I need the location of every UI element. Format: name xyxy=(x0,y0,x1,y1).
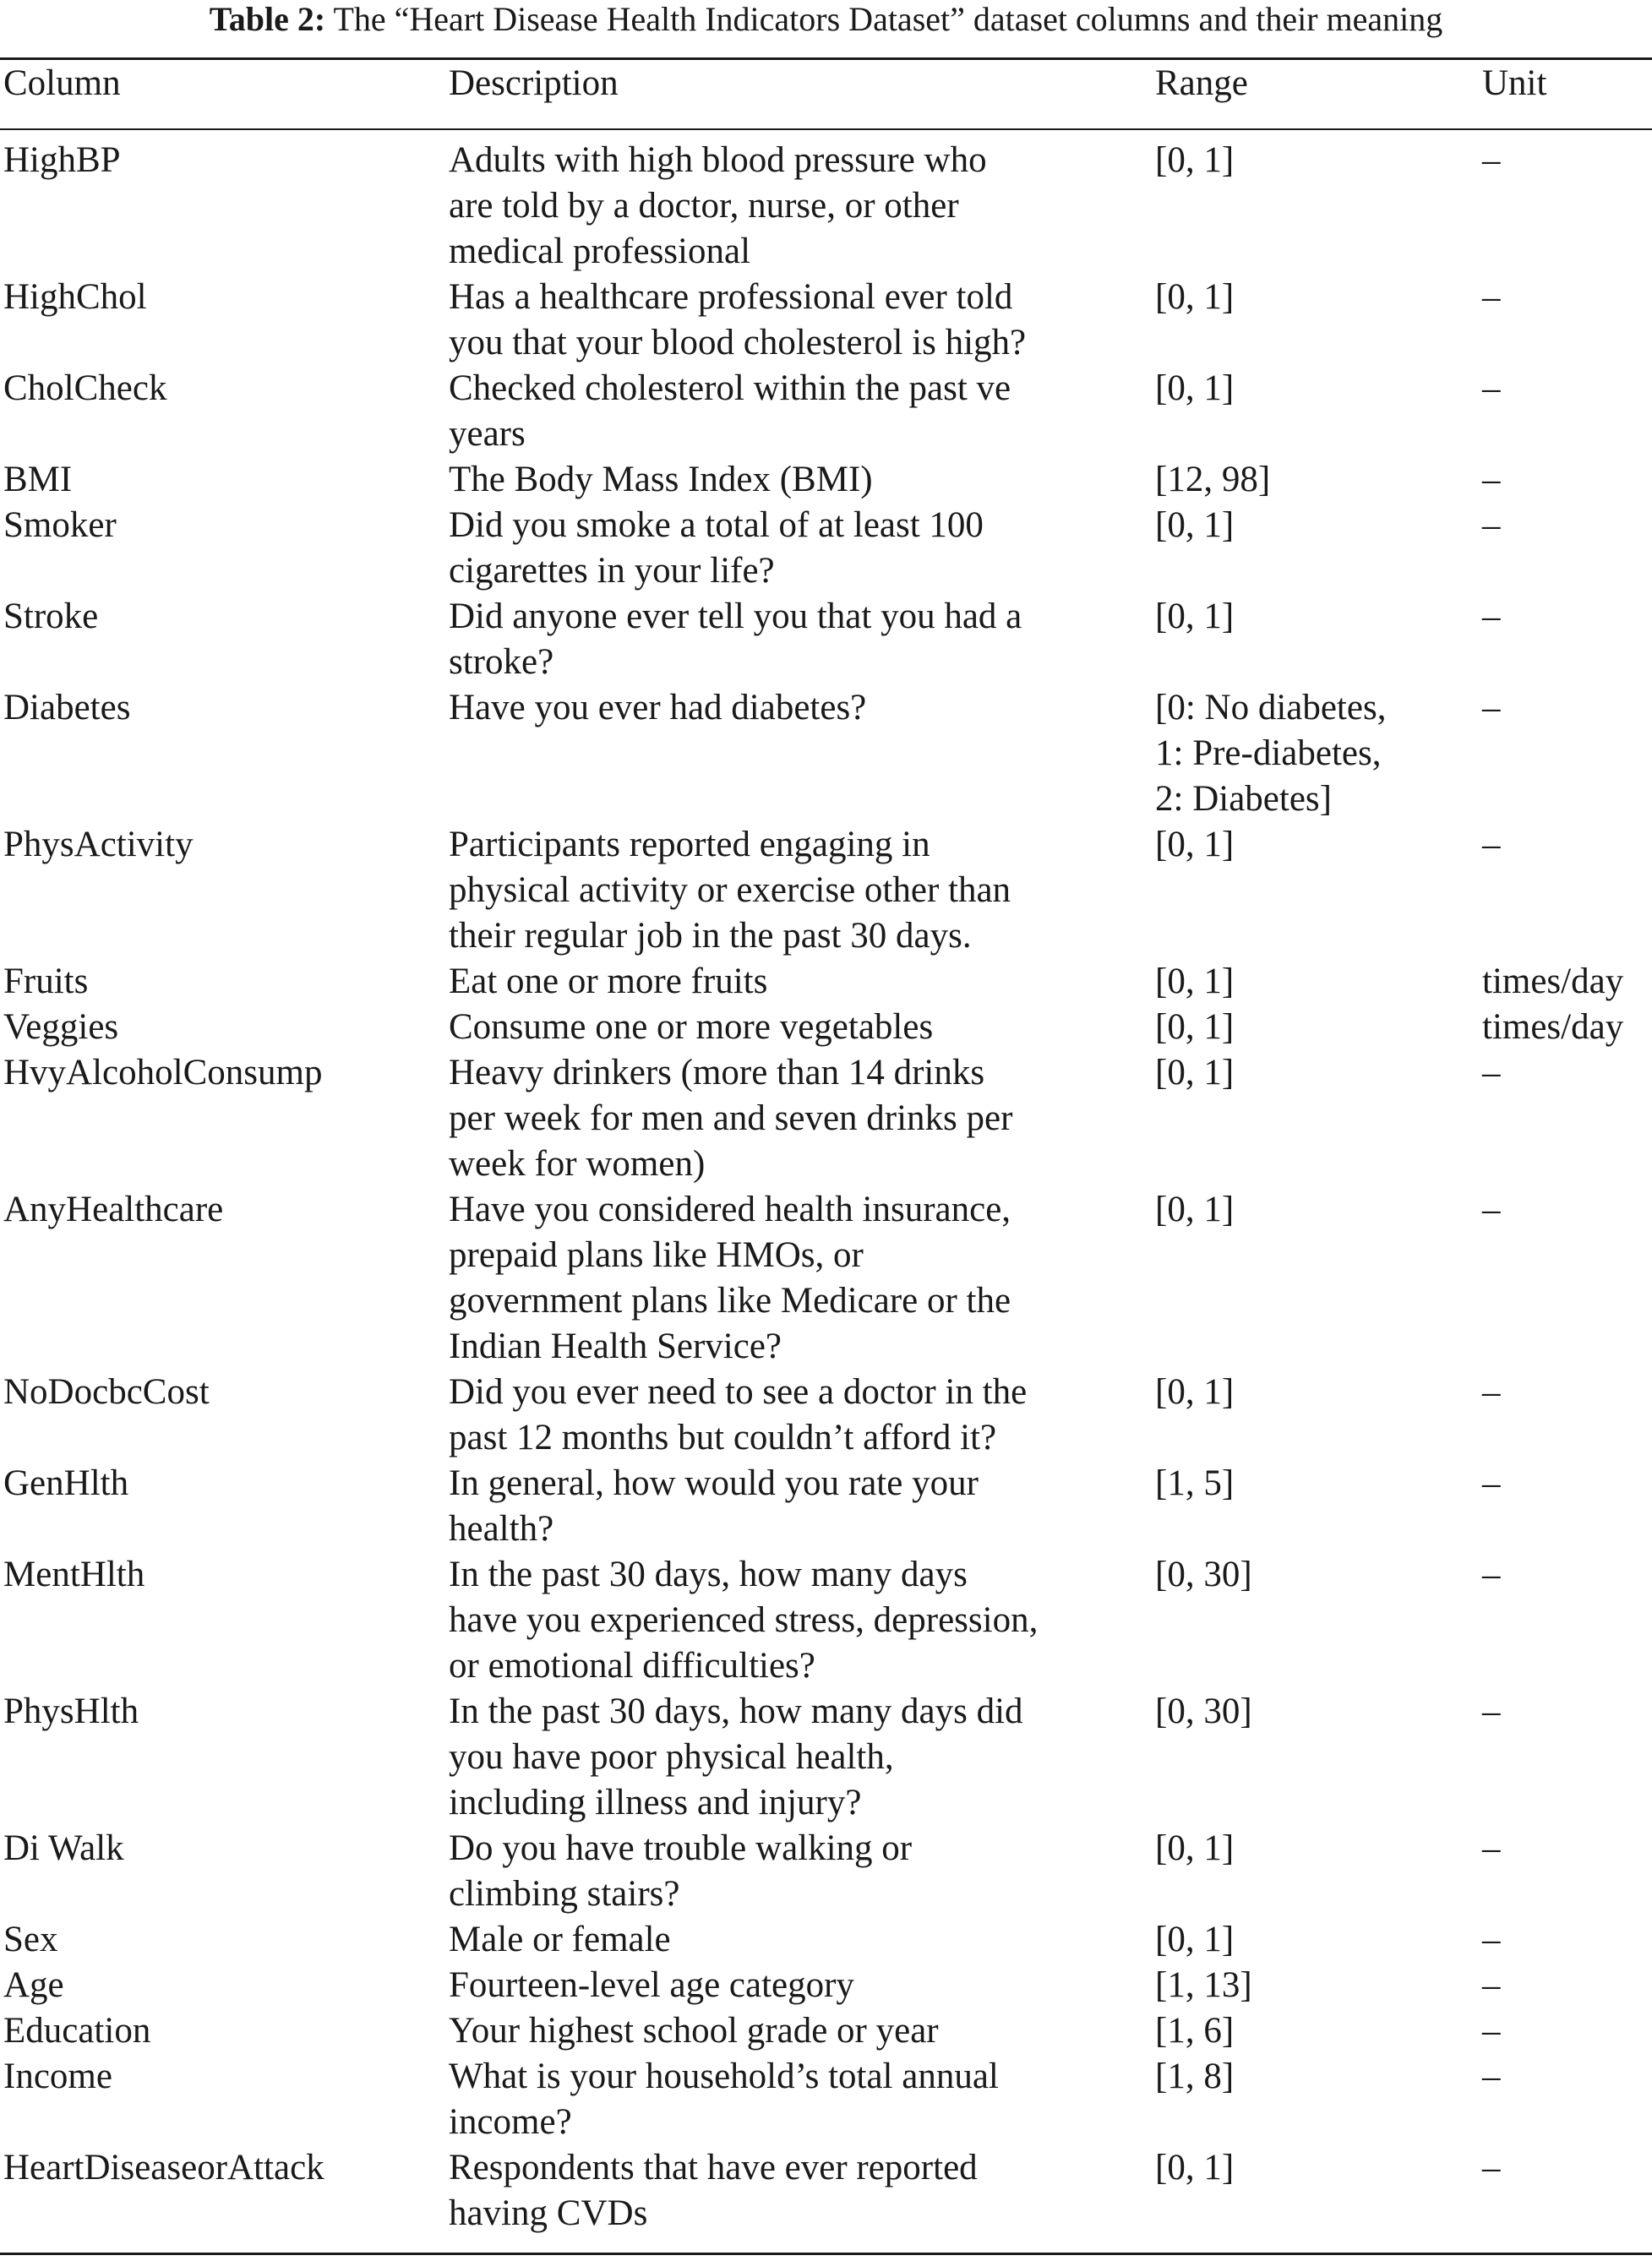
cell-unit: – xyxy=(1482,505,1501,545)
cell-description: Adults with high blood pressure who are told by a doctor, nurse, or other medical professional xyxy=(449,140,987,271)
cell-column: HvyAlcoholConsump xyxy=(3,1053,323,1092)
cell-column: Smoker xyxy=(3,505,117,545)
cell-column: MentHlth xyxy=(3,1555,145,1594)
cell-description: Have you ever had diabetes? xyxy=(449,688,867,727)
cell-unit: times/day xyxy=(1482,1007,1624,1047)
cell-unit: – xyxy=(1482,1053,1501,1092)
cell-range: [0, 1] xyxy=(1155,597,1235,636)
cell-unit: – xyxy=(1482,1692,1501,1731)
cell-description: Did anyone ever tell you that you had a stroke? xyxy=(449,597,1022,682)
cell-range: [1, 6] xyxy=(1155,2011,1235,2051)
table-row xyxy=(0,1050,1652,1187)
cell-description: Has a healthcare professional ever told you that your blood cholesterol is high? xyxy=(449,277,1027,362)
table-header xyxy=(0,61,1652,106)
top-rule xyxy=(0,57,1652,60)
cell-column: HighChol xyxy=(3,277,147,317)
table-row xyxy=(0,2054,1652,2145)
cell-unit: – xyxy=(1482,1372,1501,1412)
cell-description: Did you smoke a total of at least 100 cigarettes in your life? xyxy=(449,505,984,591)
table-row xyxy=(0,457,1652,503)
header-range: Range xyxy=(1155,63,1248,103)
table-body xyxy=(0,138,1652,2236)
cell-range: [0, 1] xyxy=(1155,2148,1235,2187)
cell-unit: times/day xyxy=(1482,962,1624,1001)
cell-unit: – xyxy=(1482,368,1501,408)
cell-column: Veggies xyxy=(3,1007,119,1047)
table-row xyxy=(0,822,1652,959)
table-row xyxy=(0,1370,1652,1461)
cell-range: [0, 30] xyxy=(1155,1692,1252,1731)
cell-range: [0, 1] xyxy=(1155,825,1235,864)
cell-description: The Body Mass Index (BMI) xyxy=(449,460,873,499)
cell-unit: – xyxy=(1482,1920,1501,1959)
cell-column: Sex xyxy=(3,1920,58,1959)
cell-column: Stroke xyxy=(3,597,99,636)
cell-unit: – xyxy=(1482,2011,1501,2051)
cell-description: In the past 30 days, how many days did you have poor physical health, including illness and injury? xyxy=(449,1692,1023,1822)
header-description: Description xyxy=(449,63,619,103)
cell-unit: – xyxy=(1482,140,1501,180)
cell-description: Respondents that have ever reported having CVDs xyxy=(449,2148,978,2233)
cell-description: Consume one or more vegetables xyxy=(449,1007,934,1047)
cell-column: Fruits xyxy=(3,962,89,1001)
cell-range: [0, 30] xyxy=(1155,1555,1252,1594)
cell-unit: – xyxy=(1482,688,1501,727)
table-caption xyxy=(0,0,1652,39)
cell-column: Age xyxy=(3,1965,64,2005)
table-row xyxy=(0,366,1652,457)
cell-description: Did you ever need to see a doctor in the past 12 months but couldn’t afford it? xyxy=(449,1372,1028,1457)
cell-description: Do you have trouble walking or climbing stairs? xyxy=(449,1828,913,1914)
cell-range: [0, 1] xyxy=(1155,1372,1235,1412)
table-row xyxy=(0,1917,1652,1963)
table-row xyxy=(0,1826,1652,1917)
cell-range: [12, 98] xyxy=(1155,460,1271,499)
cell-column: Di Walk xyxy=(3,1828,124,1868)
cell-description: Have you considered health insurance, prepaid plans like HMOs, or government plans like Medicare or the Indian Health Service? xyxy=(449,1190,1011,1366)
cell-range: [0, 1] xyxy=(1155,962,1235,1001)
cell-range: [0, 1] xyxy=(1155,505,1235,545)
cell-range: [0, 1] xyxy=(1155,368,1235,408)
cell-column: PhysHlth xyxy=(3,1692,139,1731)
cell-column: Income xyxy=(3,2057,112,2096)
table-row xyxy=(0,2008,1652,2054)
cell-column: NoDocbcCost xyxy=(3,1372,210,1412)
cell-column: Education xyxy=(3,2011,151,2051)
cell-unit: – xyxy=(1482,825,1501,864)
header-rule xyxy=(0,128,1652,130)
cell-description: Your highest school grade or year xyxy=(449,2011,939,2051)
cell-range: [0, 1] xyxy=(1155,1053,1235,1092)
cell-description: In general, how would you rate your health? xyxy=(449,1463,979,1549)
cell-range: [1, 5] xyxy=(1155,1463,1235,1503)
cell-column: PhysActivity xyxy=(3,825,194,864)
cell-column: Diabetes xyxy=(3,688,131,727)
cell-unit: – xyxy=(1482,1965,1501,2005)
table-row xyxy=(0,1552,1652,1689)
cell-range: [1, 8] xyxy=(1155,2057,1235,2096)
cell-unit: – xyxy=(1482,1555,1501,1594)
cell-description: In the past 30 days, how many days have you experienced stress, depression, or emotional difficulties? xyxy=(449,1555,1039,1686)
table-row xyxy=(0,959,1652,1005)
cell-column: AnyHealthcare xyxy=(3,1190,224,1229)
cell-range: [0: No diabetes, 1: Pre-diabetes, 2: Diabetes] xyxy=(1155,688,1387,819)
cell-unit: – xyxy=(1482,1190,1501,1229)
table-row xyxy=(0,1689,1652,1826)
cell-range: [0, 1] xyxy=(1155,277,1235,317)
cell-unit: – xyxy=(1482,2057,1501,2096)
cell-unit: – xyxy=(1482,277,1501,317)
cell-column: BMI xyxy=(3,460,73,499)
table-row xyxy=(0,138,1652,275)
table-row xyxy=(0,1461,1652,1552)
cell-description: Fourteen-level age category xyxy=(449,1965,854,2005)
cell-range: [0, 1] xyxy=(1155,140,1235,180)
cell-description: Checked cholesterol within the past ve years xyxy=(449,368,1011,454)
cell-unit: – xyxy=(1482,1828,1501,1868)
cell-unit: – xyxy=(1482,597,1501,636)
cell-unit: – xyxy=(1482,2148,1501,2187)
header-column: Column xyxy=(3,63,121,103)
cell-range: [0, 1] xyxy=(1155,1828,1235,1868)
table-row xyxy=(0,1005,1652,1050)
cell-description: Eat one or more fruits xyxy=(449,962,768,1001)
cell-column: CholCheck xyxy=(3,368,167,408)
cell-column: HighBP xyxy=(3,140,121,180)
cell-range: [0, 1] xyxy=(1155,1920,1235,1959)
bottom-rule xyxy=(0,2253,1652,2255)
caption-text: The “Heart Disease Health Indicators Dataset” dataset columns and their meaning xyxy=(333,0,1443,38)
cell-column: HeartDiseaseorAttack xyxy=(3,2148,324,2187)
table-row xyxy=(0,2145,1652,2236)
header-unit: Unit xyxy=(1482,63,1547,103)
table-row xyxy=(0,1187,1652,1370)
table-row xyxy=(0,275,1652,366)
cell-description: Heavy drinkers (more than 14 drinks per week for men and seven drinks per week for women) xyxy=(449,1053,1013,1184)
cell-description: Participants reported engaging in physical activity or exercise other than their regular job in the past 30 days. xyxy=(449,825,1011,956)
cell-description: Male or female xyxy=(449,1920,671,1959)
table-row xyxy=(0,594,1652,685)
caption-label: Table 2: xyxy=(209,0,326,38)
cell-range: [0, 1] xyxy=(1155,1007,1235,1047)
cell-range: [1, 13] xyxy=(1155,1965,1252,2005)
table-row xyxy=(0,685,1652,822)
cell-unit: – xyxy=(1482,460,1501,499)
table-row xyxy=(0,503,1652,594)
table-row xyxy=(0,1963,1652,2008)
cell-column: GenHlth xyxy=(3,1463,129,1503)
cell-range: [0, 1] xyxy=(1155,1190,1235,1229)
cell-unit: – xyxy=(1482,1463,1501,1503)
cell-description: What is your household’s total annual income? xyxy=(449,2057,999,2142)
